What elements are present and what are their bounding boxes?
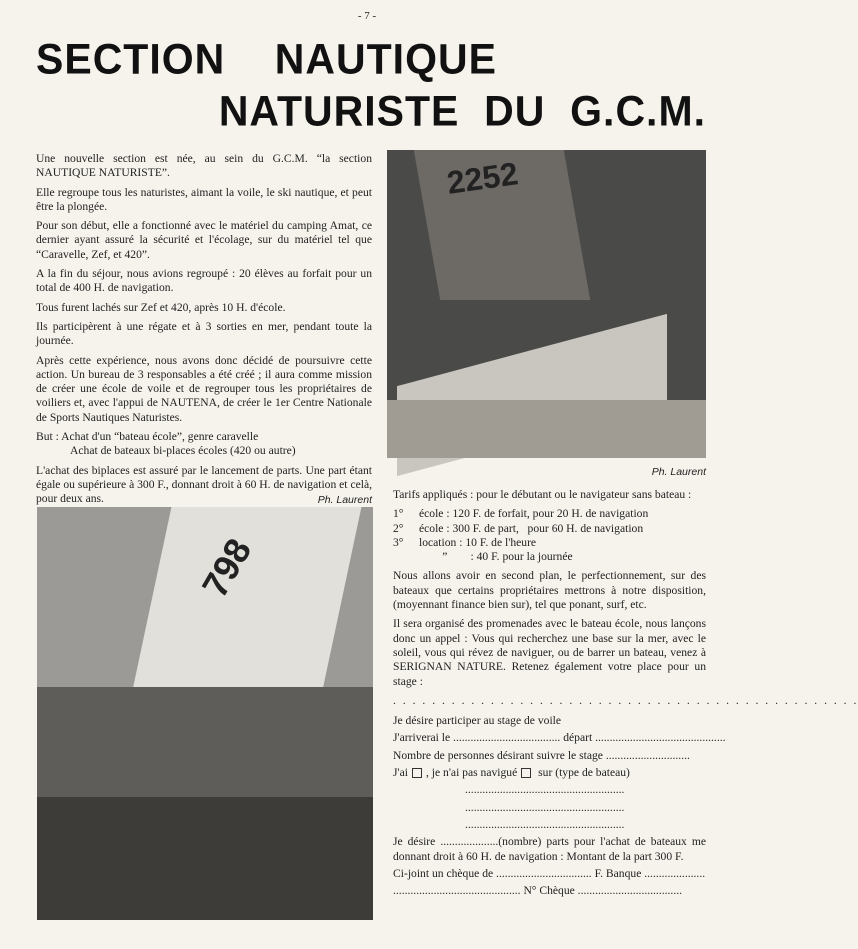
- paragraph: Nous allons avoir en second plan, le perfectionnement, sur des bateaux que certains propriétaires mettrons à notre disposition, (moyennant finance bien sur), tel que ponant, surf, etc.: [393, 569, 706, 612]
- separator-dots: . . . . . . . . . . . . . . . . . . . . . . . . . . . . . . . . . . . . . . . . . . . . . . . .: [393, 693, 858, 707]
- photo-sailboat-launch: [37, 507, 373, 920]
- arrival-field[interactable]: .....................................: [453, 731, 561, 745]
- but-line: But : Achat d'un “bateau école”, genre caravelle: [36, 430, 259, 444]
- sail-number: 2252: [444, 155, 521, 201]
- tarif-row: [393, 522, 706, 536]
- sail-number: 798: [193, 531, 260, 605]
- sailed-label: J'ai: [393, 766, 408, 780]
- title-line-1: SECTION NAUTIQUE: [36, 34, 497, 84]
- tarif-row: [393, 550, 706, 564]
- form-line: Je désire participer au stage de voile: [393, 714, 562, 728]
- photo-credit: Ph. Laurent: [317, 493, 372, 506]
- tarif-text: école : 120 F. de forfait, pour 20 H. de navigation: [419, 507, 649, 521]
- page-number: - 7 -: [357, 10, 377, 22]
- photo-sailboat-beach: [387, 150, 706, 458]
- cheque-number-label: N° Chèque: [523, 884, 575, 898]
- tarif-text: ” : 40 F. pour la journée: [419, 550, 573, 564]
- paragraph: Une nouvelle section est née, au sein du G.C.M. “la section NAUTIQUE NATURISTE”.: [36, 152, 372, 180]
- left-column: [36, 152, 372, 507]
- not-sailed-checkbox[interactable]: [521, 768, 531, 778]
- boat-type-field[interactable]: .......................................................: [465, 783, 625, 797]
- tarifs-list: [393, 507, 706, 564]
- boat-type-label: sur (type de bateau): [538, 766, 630, 780]
- tarif-number: 2°: [393, 521, 404, 535]
- paragraph: Elle regroupe tous les naturistes, aimant la voile, le ski nautique, et peut être la plongée.: [36, 185, 372, 213]
- tarif-row: [393, 507, 706, 521]
- tarif-text: location : 10 F. de l'heure: [419, 535, 537, 549]
- sailed-checkbox[interactable]: [412, 768, 422, 778]
- right-column: [393, 488, 858, 901]
- paragraph: L'achat des biplaces est assuré par le lancement de parts. Une part étant égale ou supérieure à 300 F., donnant droit à 60 H. de navigation et celà, pour deux ans.: [36, 463, 372, 506]
- cheque-amount-field[interactable]: .................................: [496, 866, 592, 880]
- paragraph: Après cette expérience, nous avons donc décidé de poursuivre cette action. Un bureau de 3 responsables a été créé ; il aura comme mission de créer une école de voile et de regrouper tous les propriétaires de voiliers et, avec l'appui de NAUTENA, de créer le 1er Centre Nationale de Sports Nautiques Naturistes.: [36, 353, 372, 424]
- form-line: [393, 884, 706, 898]
- persons-label: Nombre de personnes désirant suivre le stage: [393, 748, 603, 762]
- paragraph: Pour son début, elle a fonctionné avec le matériel du camping Amat, ce dernier ayant assuré la sécurité et l'écolage, sur du matériel tel que “Caravelle, Zef, et 420”.: [36, 219, 372, 261]
- departure-field[interactable]: .............................................: [595, 731, 726, 745]
- tarif-number: 1°: [393, 507, 404, 521]
- paragraph: Ils participèrent à une régate et à 3 sorties en mer, pendant toute la journée.: [36, 319, 372, 348]
- cheque-amount-label: Ci-joint un chèque de: [393, 866, 494, 880]
- arrival-label: J'arriverai le: [393, 731, 451, 745]
- departure-label: départ: [563, 731, 593, 745]
- tarif-row: [393, 536, 706, 550]
- paragraph: Tous furent lachés sur Zef et 420, après 10 H. d'école.: [36, 300, 286, 314]
- paragraph: Il sera organisé des promenades avec le bateau école, nous lançons donc un appel : Vous qui recherchez une base sur la mer, avec le soleil, vous qui révez de naviguer, ou de barrer un bateau, venez à SERIGNAN NATURE. Retenez également votre place pour un stage :: [393, 617, 706, 688]
- bank-label: F. Banque: [594, 866, 642, 880]
- not-sailed-label: , je n'ai pas navigué: [425, 766, 518, 780]
- parts-label: Je désire: [393, 835, 436, 849]
- form-line: [393, 766, 706, 780]
- bank-field[interactable]: .....................: [644, 866, 706, 880]
- tarifs-intro: Tarifs appliqués : pour le débutant ou le navigateur sans bateau :: [393, 488, 692, 501]
- photo-credit: Ph. Laurent: [651, 466, 706, 478]
- registration-form: [393, 714, 726, 898]
- parts-field[interactable]: ....................: [440, 835, 499, 849]
- tarif-text: école : 300 F. de part, pour 60 H. de navigation: [419, 521, 644, 535]
- form-line: [393, 835, 706, 864]
- form-line: [393, 749, 706, 763]
- cheque-extra-field[interactable]: ............................................: [393, 884, 521, 898]
- form-line: [393, 867, 706, 881]
- parts-text: (nombre) parts pour l'achat de bateaux me donnant droit à 60 H. de navigation : Montant de la part 300 F.: [393, 835, 706, 863]
- boat-type-field[interactable]: .......................................................: [465, 817, 625, 831]
- cheque-number-field[interactable]: ....................................: [577, 884, 683, 898]
- boat-type-field[interactable]: .......................................................: [465, 800, 625, 814]
- tarif-number: 3°: [393, 535, 404, 549]
- title-line-2: NATURISTE DU G.C.M.: [218, 86, 706, 136]
- persons-field[interactable]: .............................: [605, 748, 690, 762]
- tarif-number: [393, 550, 419, 564]
- paragraph: A la fin du séjour, nous avions regroupé : 20 élèves au forfait pour un total de 400 H. de navigation.: [36, 267, 372, 295]
- but-line: Achat de bateaux bi-places écoles (420 ou autre): [70, 444, 296, 458]
- form-line: [393, 731, 726, 745]
